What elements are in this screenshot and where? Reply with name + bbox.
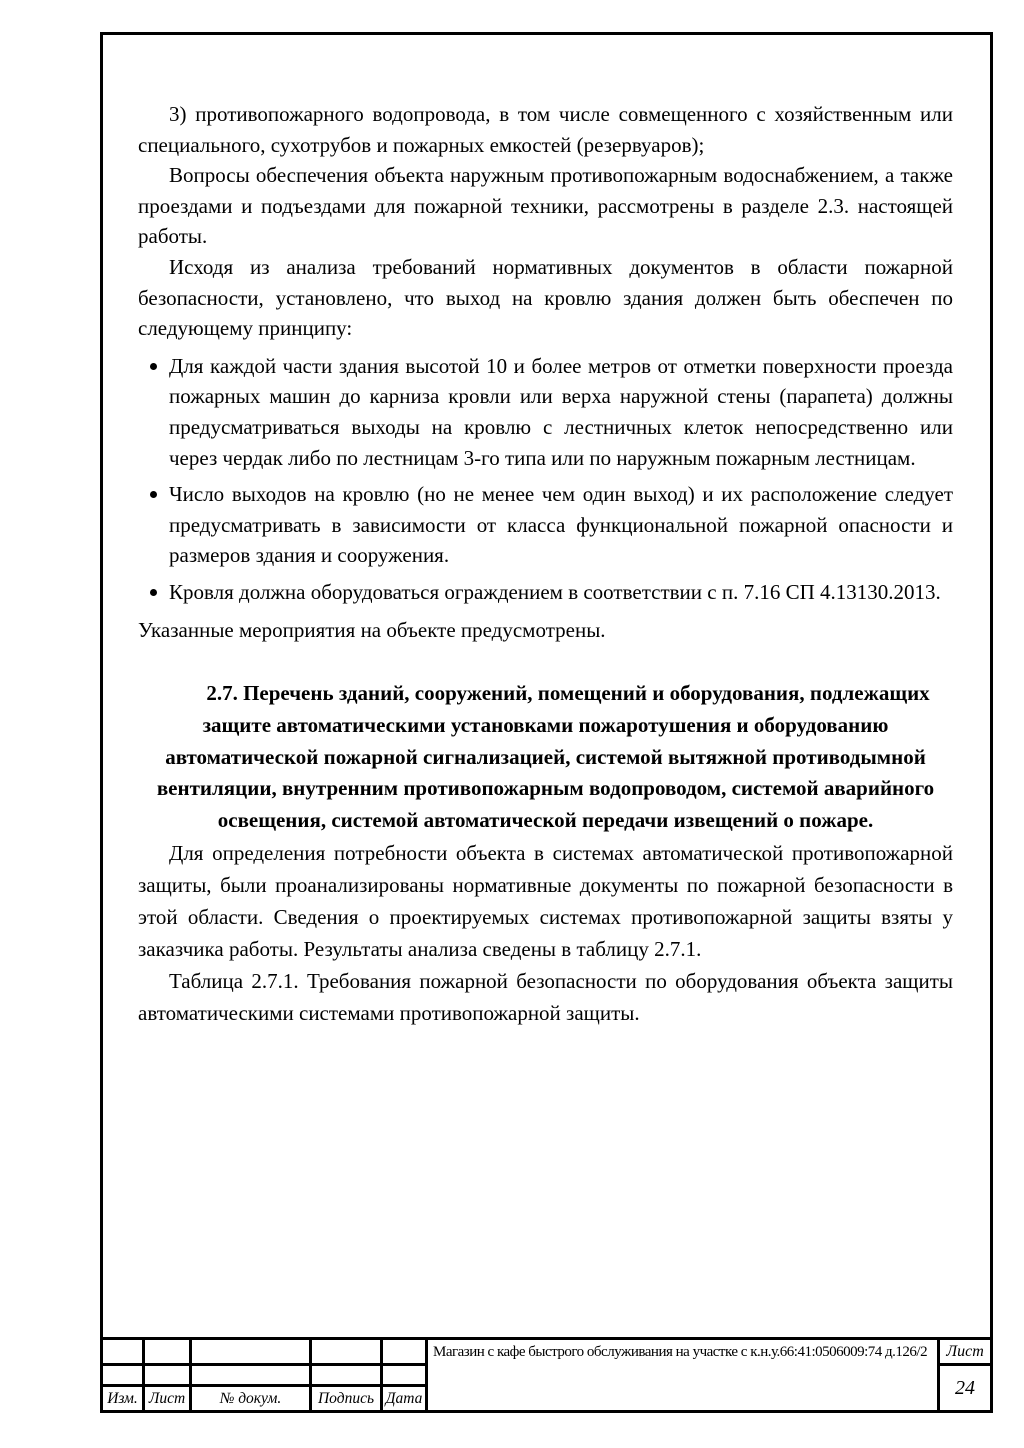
project-title: Магазин с кафе быстрого обслуживания на участке с к.н.у.66:41:0506009:74 д.126/2 (428, 1340, 940, 1410)
stamp-cell (103, 1340, 145, 1366)
stamp-label-izm: Изм. (103, 1387, 145, 1410)
sheet-number: 24 (955, 1376, 975, 1399)
sheet-label: Лист (940, 1340, 990, 1366)
table-caption: Таблица 2.7.1. Требования пожарной безопасности по оборудования объекта защиты автоматическими системами противопожарной защиты. (138, 969, 953, 1026)
page-frame (100, 32, 993, 1413)
page-content (103, 35, 990, 1029)
list-item: Кровля должна оборудоваться ограждением в соответствии с п. 7.16 СП 4.13130.2013. (138, 577, 953, 608)
stamp-cell (312, 1340, 383, 1366)
stamp-label-podpis: Подпись (312, 1387, 383, 1410)
bullet-list (138, 351, 953, 608)
title-block (100, 1337, 993, 1413)
stamp-cell (312, 1366, 383, 1387)
paragraph: Указанные мероприятия на объекте предусмотрены. (138, 617, 606, 642)
stamp-cell (192, 1366, 312, 1387)
stamp-cell (192, 1340, 312, 1366)
stamp-label-list: Лист (145, 1387, 192, 1410)
paragraph: Вопросы обеспечения объекта наружным противопожарным водоснабжением, а также проездами и подъездами для пожарной техники, рассмотрены в разделе 2.3. настоящей работы. (138, 163, 953, 249)
list-item: Для каждой части здания высотой 10 и более метров от отметки поверхности проезда пожарных машин до карниза кровли или верха наружной стены (парапета) должны предусматриваться выходы на кровлю с лестничных клеток непосредственно или через чердак либо по лестницам 3-го типа или по наружным пожарным лестницам. (138, 351, 953, 473)
stamp-cell (383, 1366, 428, 1387)
stamp-cell (145, 1340, 192, 1366)
stamp-cell (103, 1366, 145, 1387)
list-item: Число выходов на кровлю (но не менее чем один выход) и их расположение следует предусматривать в зависимости от класса функциональной пожарной опасности и размеров здания и сооружения. (138, 479, 953, 571)
paragraph: Для определения потребности объекта в системах автоматической противопожарной защиты, были проанализированы нормативные документы по пожарной безопасности в этой области. Сведения о проектируемых системах противопожарной защиты взяты у заказчика работы. Результаты анализа сведены в таблицу 2.7.1. (138, 841, 953, 962)
stamp-label-data: Дата (383, 1387, 428, 1410)
stamp-cell (145, 1366, 192, 1387)
paragraph: Исходя из анализа требований нормативных документов в области пожарной безопасности, установлено, что выход на кровлю здания должен быть обеспечен по следующему принципу: (138, 254, 953, 341)
stamp-label-dokum: № докум. (192, 1387, 312, 1410)
paragraph: 3) противопожарного водопровода, в том числе совмещенного с хозяйственным или специального, сухотрубов и пожарных емкостей (резервуаров); (138, 102, 953, 157)
stamp-cell (383, 1340, 428, 1366)
section-heading: 2.7. Перечень зданий, сооружений, помещений и оборудования, подлежащих защите автоматическими установками пожаротушения и оборудованию автоматической пожарной сигнализацией, системой вытяжной противодымной вентиляции, внутренним противопожарным водопроводом, системой аварийного освещения, системой автоматической передачи извещений о пожаре. (156, 681, 935, 833)
